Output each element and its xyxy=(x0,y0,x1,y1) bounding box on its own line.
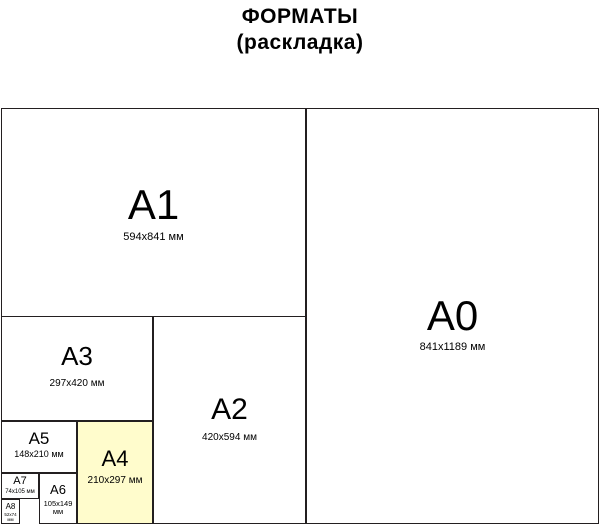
format-box-a2 xyxy=(153,316,306,524)
format-dimensions-a7: 74x105 мм xyxy=(5,489,35,495)
format-label-a2: A2 xyxy=(211,393,248,426)
format-label-a1: A1 xyxy=(127,181,180,228)
format-dimensions-a2: 420x594 мм xyxy=(202,432,257,443)
format-label-a3: A3 xyxy=(61,341,93,371)
title-line-secondary: (раскладка) xyxy=(236,31,364,54)
diagram-title xyxy=(0,0,600,56)
formats-canvas xyxy=(0,108,600,525)
format-dimensions-a6: 105x149 мм xyxy=(43,499,73,516)
format-label-a7: A7 xyxy=(13,475,27,487)
format-box-a5 xyxy=(1,421,77,473)
format-box-a0 xyxy=(306,108,599,524)
title-line-primary: ФОРМАТЫ xyxy=(241,5,359,28)
format-box-a3 xyxy=(1,316,153,421)
format-box-a6 xyxy=(39,473,77,524)
format-label-a8: A8 xyxy=(5,502,16,511)
format-dimensions-a4: 210x297 мм xyxy=(87,475,143,486)
format-label-a6: A6 xyxy=(50,482,66,497)
format-dimensions-a0: 841x1189 мм xyxy=(419,341,486,353)
format-dimensions-a5: 148x210 мм xyxy=(14,449,64,459)
format-box-a1 xyxy=(1,108,306,317)
format-label-a5: A5 xyxy=(28,429,50,448)
format-box-a7 xyxy=(1,473,39,499)
format-label-a0: A0 xyxy=(426,292,479,339)
format-box-a8 xyxy=(1,499,20,524)
format-label-a4: A4 xyxy=(101,446,129,471)
format-box-a4 xyxy=(77,421,153,524)
format-dimensions-a1: 594x841 мм xyxy=(123,231,184,243)
format-dimensions-a3: 297x420 мм xyxy=(49,378,105,389)
format-dimensions-a8: 52x74 мм xyxy=(4,512,17,522)
